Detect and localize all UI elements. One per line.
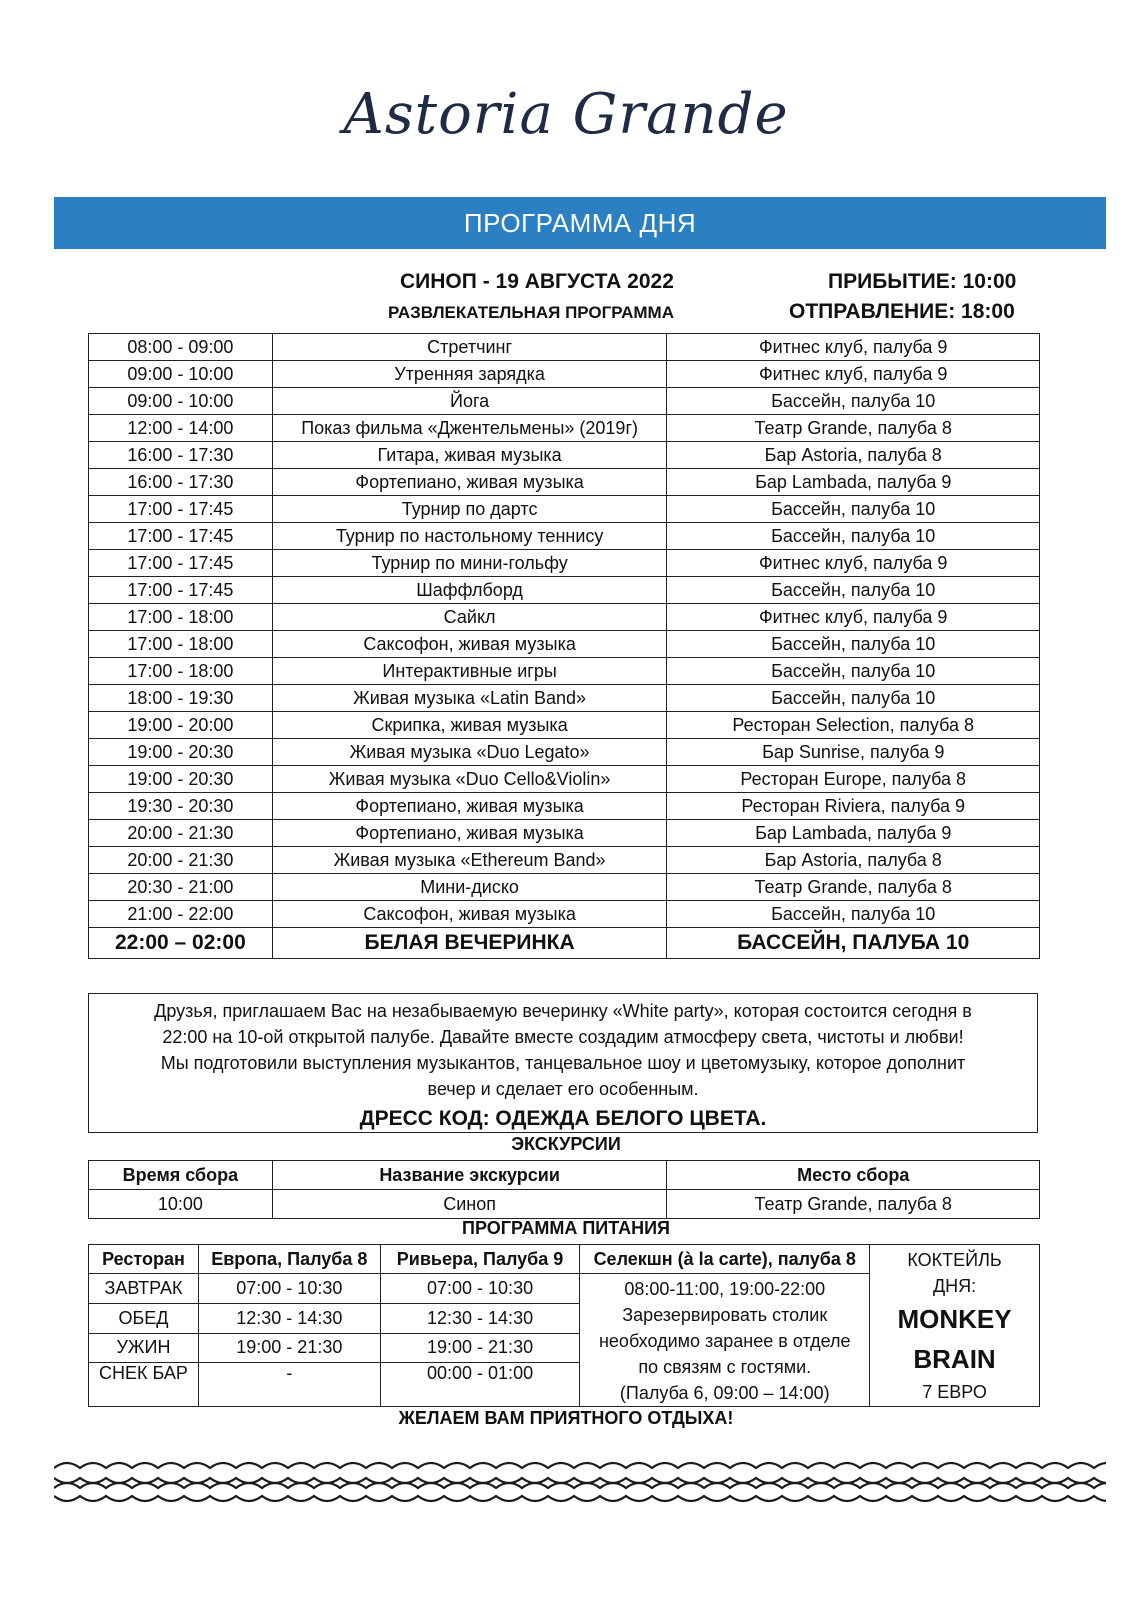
excursion-time: 10:00 [89, 1190, 273, 1219]
excursion-place: Театр Grande, палуба 8 [667, 1190, 1040, 1219]
food-table [88, 1244, 1040, 1407]
schedule-row [89, 334, 1040, 361]
dress-code: ДРЕСС КОД: ОДЕЖДА БЕЛОГО ЦВЕТА. [359, 1107, 767, 1130]
schedule-place: Бар Lambada, палуба 9 [667, 469, 1040, 496]
schedule-time: 20:00 - 21:30 [89, 820, 273, 847]
schedule-table [88, 333, 1040, 959]
food-header: Европа, Палуба 8 [198, 1245, 380, 1274]
note-line: 22:00 на 10-ой открытой палубе. Давайте вместе создадим атмосферу света, чистоты и любви! [162, 1027, 964, 1047]
schedule-time: 09:00 - 10:00 [89, 361, 273, 388]
selection-line: необходимо заранее в отделе [598, 1331, 851, 1351]
meal-name: УЖИН [89, 1333, 199, 1363]
schedule-event: Сайкл [272, 604, 667, 631]
schedule-time: 17:00 - 18:00 [89, 631, 273, 658]
excursion-header: Время сбора [89, 1161, 273, 1190]
schedule-place: Бассейн, палуба 10 [667, 496, 1040, 523]
schedule-row [89, 820, 1040, 847]
meal-time: 07:00 - 10:30 [380, 1274, 580, 1304]
excursions-title: ЭКСКУРСИИ [511, 1134, 621, 1154]
meal-time: 19:00 - 21:30 [380, 1333, 580, 1363]
closing-wish: ЖЕЛАЕМ ВАМ ПРИЯТНОГО ОТДЫХА! [398, 1408, 734, 1428]
schedule-row [89, 739, 1040, 766]
schedule-time: 22:00 – 02:00 [89, 928, 273, 959]
program-subtitle: РАЗВЛЕКАТЕЛЬНАЯ ПРОГРАММА [388, 303, 674, 322]
schedule-event: Саксофон, живая музыка [272, 631, 667, 658]
schedule-row [89, 469, 1040, 496]
schedule-row [89, 442, 1040, 469]
schedule-time: 12:00 - 14:00 [89, 415, 273, 442]
cocktail-name: BRAIN [913, 1344, 996, 1374]
selection-line: 08:00-11:00, 19:00-22:00 [624, 1279, 826, 1299]
cocktail-price: 7 ЕВРО [922, 1382, 987, 1402]
schedule-time: 18:00 - 19:30 [89, 685, 273, 712]
schedule-place: Фитнес клуб, палуба 9 [667, 334, 1040, 361]
schedule-event: Гитара, живая музыка [272, 442, 667, 469]
meal-time: - [198, 1363, 380, 1407]
schedule-place: Бассейн, палуба 10 [667, 523, 1040, 550]
schedule-event: Стретчинг [272, 334, 667, 361]
schedule-event: Фортепиано, живая музыка [272, 469, 667, 496]
port-date: СИНОП - 19 АВГУСТА 2022 [400, 270, 674, 293]
schedule-place: Бассейн, палуба 10 [667, 631, 1040, 658]
cocktail-label: КОКТЕЙЛЬ [907, 1250, 1002, 1270]
note-line: Друзья, приглашаем Вас на незабываемую вечеринку «White party», которая состоится сегодня в [154, 1001, 972, 1021]
schedule-time: 19:00 - 20:30 [89, 739, 273, 766]
schedule-event: БЕЛАЯ ВЕЧЕРИНКА [272, 928, 667, 959]
schedule-time: 17:00 - 17:45 [89, 550, 273, 577]
schedule-event: Фортепиано, живая музыка [272, 793, 667, 820]
schedule-place: Театр Grande, палуба 8 [667, 874, 1040, 901]
schedule-row [89, 523, 1040, 550]
schedule-row [89, 766, 1040, 793]
selection-line: Зарезервировать столик [622, 1305, 828, 1325]
meal-name: ОБЕД [89, 1303, 199, 1333]
excursion-header: Название экскурсии [272, 1161, 667, 1190]
schedule-row [89, 712, 1040, 739]
schedule-event: Живая музыка «Duo Cello&Violin» [272, 766, 667, 793]
schedule-row [89, 874, 1040, 901]
banner-title: ПРОГРАММА ДНЯ [54, 197, 1106, 249]
schedule-time: 08:00 - 09:00 [89, 334, 273, 361]
schedule-event: Живая музыка «Duo Legato» [272, 739, 667, 766]
schedule-place: Бар Lambada, палуба 9 [667, 820, 1040, 847]
schedule-event: Показ фильма «Джентельмены» (2019г) [272, 415, 667, 442]
schedule-row [89, 658, 1040, 685]
schedule-row [89, 577, 1040, 604]
schedule-time: 17:00 - 17:45 [89, 496, 273, 523]
schedule-place: Бассейн, палуба 10 [667, 685, 1040, 712]
selection-line: по связям с гостями. [638, 1357, 812, 1377]
schedule-place: Бассейн, палуба 10 [667, 577, 1040, 604]
schedule-time: 19:30 - 20:30 [89, 793, 273, 820]
schedule-row [89, 847, 1040, 874]
schedule-event: Живая музыка «Latin Band» [272, 685, 667, 712]
schedule-place: Бассейн, палуба 10 [667, 901, 1040, 928]
schedule-time: 20:00 - 21:30 [89, 847, 273, 874]
schedule-row [89, 604, 1040, 631]
food-header: Ресторан [89, 1245, 199, 1274]
schedule-row [89, 901, 1040, 928]
schedule-event: Фортепиано, живая музыка [272, 820, 667, 847]
meal-name: СНЕК БАР [89, 1363, 199, 1407]
schedule-place: Бассейн, палуба 10 [667, 388, 1040, 415]
schedule-row [89, 550, 1040, 577]
departure-time: ОТПРАВЛЕНИЕ: 18:00 [789, 300, 1015, 323]
schedule-place: Фитнес клуб, палуба 9 [667, 361, 1040, 388]
note-line: вечер и сделает его особенным. [427, 1079, 699, 1099]
schedule-row [89, 631, 1040, 658]
logo: Astoria Grande [343, 82, 789, 147]
schedule-time: 09:00 - 10:00 [89, 388, 273, 415]
schedule-row [89, 928, 1040, 959]
selection-line: (Палуба 6, 09:00 – 14:00) [619, 1383, 830, 1403]
schedule-place: Бар Sunrise, палуба 9 [667, 739, 1040, 766]
schedule-place: Бар Astoria, палуба 8 [667, 847, 1040, 874]
white-party-note [88, 993, 1038, 1133]
meal-time: 12:30 - 14:30 [380, 1303, 580, 1333]
meal-time: 07:00 - 10:30 [198, 1274, 380, 1304]
schedule-time: 20:30 - 21:00 [89, 874, 273, 901]
schedule-time: 16:00 - 17:30 [89, 469, 273, 496]
schedule-place: БАССЕЙН, ПАЛУБА 10 [667, 928, 1040, 959]
schedule-place: Ресторан Riviera, палуба 9 [667, 793, 1040, 820]
schedule-row [89, 496, 1040, 523]
schedule-event: Живая музыка «Ethereum Band» [272, 847, 667, 874]
schedule-row [89, 415, 1040, 442]
cocktail-label: ДНЯ: [932, 1276, 977, 1296]
schedule-time: 17:00 - 18:00 [89, 604, 273, 631]
schedule-time: 16:00 - 17:30 [89, 442, 273, 469]
schedule-place: Театр Grande, палуба 8 [667, 415, 1040, 442]
schedule-row [89, 388, 1040, 415]
schedule-time: 17:00 - 18:00 [89, 658, 273, 685]
schedule-event: Турнир по дартс [272, 496, 667, 523]
schedule-row [89, 361, 1040, 388]
wave-ornament [54, 1458, 1106, 1504]
schedule-time: 19:00 - 20:00 [89, 712, 273, 739]
schedule-place: Бар Astoria, палуба 8 [667, 442, 1040, 469]
excursions-table [88, 1160, 1040, 1219]
meal-time: 12:30 - 14:30 [198, 1303, 380, 1333]
schedule-event: Йога [272, 388, 667, 415]
food-header: Селекшн (à la carte), палуба 8 [580, 1245, 870, 1274]
schedule-event: Саксофон, живая музыка [272, 901, 667, 928]
schedule-time: 17:00 - 17:45 [89, 523, 273, 550]
schedule-event: Утренняя зарядка [272, 361, 667, 388]
schedule-event: Скрипка, живая музыка [272, 712, 667, 739]
schedule-event: Шаффлборд [272, 577, 667, 604]
schedule-time: 17:00 - 17:45 [89, 577, 273, 604]
meal-name: ЗАВТРАК [89, 1274, 199, 1304]
schedule-row [89, 793, 1040, 820]
schedule-place: Фитнес клуб, палуба 9 [667, 604, 1040, 631]
schedule-place: Бассейн, палуба 10 [667, 658, 1040, 685]
schedule-event: Интерактивные игры [272, 658, 667, 685]
schedule-event: Турнир по настольному теннису [272, 523, 667, 550]
excursion-name: Синоп [272, 1190, 667, 1219]
arrival-time: ПРИБЫТИЕ: 10:00 [828, 270, 1017, 293]
schedule-time: 19:00 - 20:30 [89, 766, 273, 793]
schedule-event: Турнир по мини-гольфу [272, 550, 667, 577]
food-title: ПРОГРАММА ПИТАНИЯ [462, 1218, 670, 1238]
schedule-time: 21:00 - 22:00 [89, 901, 273, 928]
cocktail-name: MONKEY [897, 1304, 1012, 1334]
food-header: Ривьера, Палуба 9 [380, 1245, 580, 1274]
schedule-place: Фитнес клуб, палуба 9 [667, 550, 1040, 577]
meal-time: 00:00 - 01:00 [380, 1363, 580, 1407]
selection-info [580, 1274, 870, 1407]
schedule-event: Мини-диско [272, 874, 667, 901]
excursion-header: Место сбора [667, 1161, 1040, 1190]
note-line: Мы подготовили выступления музыкантов, танцевальное шоу и цветомузыку, которое дополнит [160, 1053, 966, 1073]
schedule-place: Ресторан Selection, палуба 8 [667, 712, 1040, 739]
schedule-row [89, 685, 1040, 712]
schedule-place: Ресторан Europe, палуба 8 [667, 766, 1040, 793]
cocktail-of-day [870, 1245, 1040, 1407]
meal-time: 19:00 - 21:30 [198, 1333, 380, 1363]
